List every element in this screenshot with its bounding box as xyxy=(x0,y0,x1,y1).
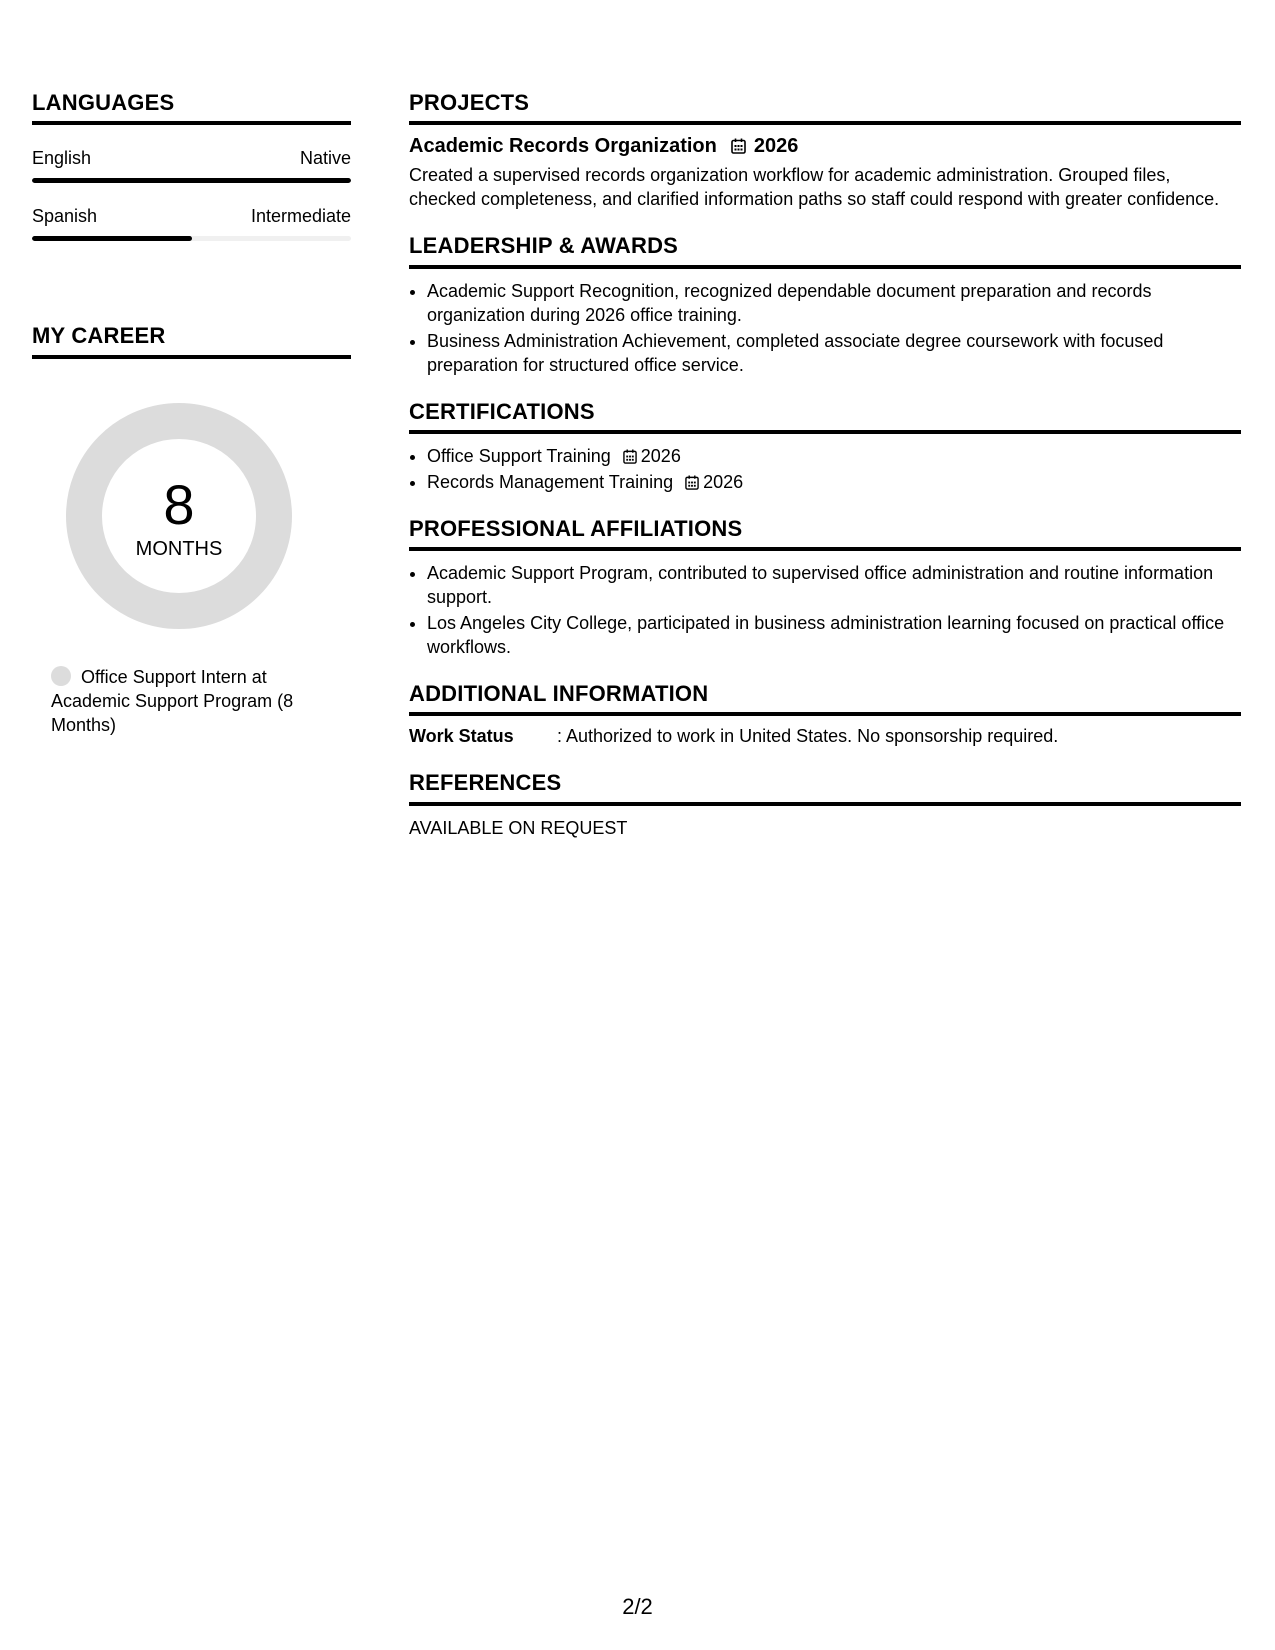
certifications-list xyxy=(409,444,1241,494)
affiliations-section xyxy=(409,516,1241,659)
leadership-section xyxy=(409,233,1241,376)
project-year: 2026 xyxy=(753,135,799,158)
right-column xyxy=(409,90,1241,862)
list-item: • Business Administration Achievement, completed associate degree coursework with focused preparation for structured office service. xyxy=(427,329,1241,377)
certification-year: 2026 xyxy=(703,471,744,492)
career-legend-label: Office Support Intern at Academic Support Program (8 Months) xyxy=(51,666,294,735)
additional-info-section xyxy=(409,681,1241,748)
language-proficiency-fill xyxy=(32,178,351,183)
legend-dot-icon xyxy=(51,666,71,686)
list-item xyxy=(427,470,1241,494)
language-level: Native xyxy=(299,148,351,169)
languages-heading: LANGUAGES xyxy=(32,90,351,125)
work-status-row xyxy=(409,724,1241,748)
references-section xyxy=(409,770,1241,839)
career-legend xyxy=(51,665,321,737)
calendar-icon xyxy=(731,138,746,154)
certifications-section xyxy=(409,399,1241,494)
language-level: Intermediate xyxy=(250,206,351,227)
affiliations-heading: PROFESSIONAL AFFILIATIONS xyxy=(409,516,1241,551)
language-item-english xyxy=(32,147,351,183)
language-name: Spanish xyxy=(32,206,98,227)
certification-name: Office Support Training xyxy=(427,445,611,466)
leadership-heading: LEADERSHIP & AWARDS xyxy=(409,233,1241,268)
project-item xyxy=(409,133,1241,159)
references-text: AVAILABLE ON REQUEST xyxy=(409,817,628,838)
additional-info-heading: ADDITIONAL INFORMATION xyxy=(409,681,1241,716)
project-name: Academic Records Organization xyxy=(409,135,717,158)
language-name: English xyxy=(32,148,92,169)
page-number: 2/2 xyxy=(622,1594,653,1619)
references-heading: REFERENCES xyxy=(409,770,1241,805)
language-proficiency-bar xyxy=(32,236,351,241)
affiliations-list xyxy=(409,561,1241,659)
career-heading: MY CAREER xyxy=(32,323,351,358)
calendar-icon xyxy=(685,475,699,490)
calendar-icon xyxy=(623,449,637,464)
work-status-value: : Authorized to work in United States. No sponsorship required. xyxy=(557,726,1059,747)
certification-name: Records Management Training xyxy=(427,471,674,492)
leadership-list xyxy=(409,279,1241,377)
list-item: • Academic Support Recognition, recognized dependable document preparation and records organization during 2026 office training. xyxy=(427,279,1241,327)
certification-year: 2026 xyxy=(640,445,681,466)
language-item-spanish xyxy=(32,205,351,241)
list-item: • Academic Support Program, contributed to supervised office administration and routine information support. xyxy=(427,561,1241,609)
left-column xyxy=(32,90,351,737)
work-status-label: Work Status xyxy=(409,726,514,747)
language-proficiency-fill xyxy=(32,236,192,241)
career-total-value: 8 xyxy=(163,472,195,536)
projects-heading: PROJECTS xyxy=(409,90,1241,125)
career-donut xyxy=(66,403,292,629)
list-item xyxy=(427,444,1241,468)
career-total-unit: MONTHS xyxy=(135,537,223,560)
certifications-heading: CERTIFICATIONS xyxy=(409,399,1241,434)
language-proficiency-bar xyxy=(32,178,351,183)
list-item: • Los Angeles City College, participated in business administration learning focused on practical office workflows. xyxy=(427,611,1241,659)
project-description: Created a supervised records organization workflow for academic administration. Grouped files, checked completeness, and clarified information paths so staff could respond with greater confidence. xyxy=(409,165,1220,210)
projects-section xyxy=(409,90,1241,211)
